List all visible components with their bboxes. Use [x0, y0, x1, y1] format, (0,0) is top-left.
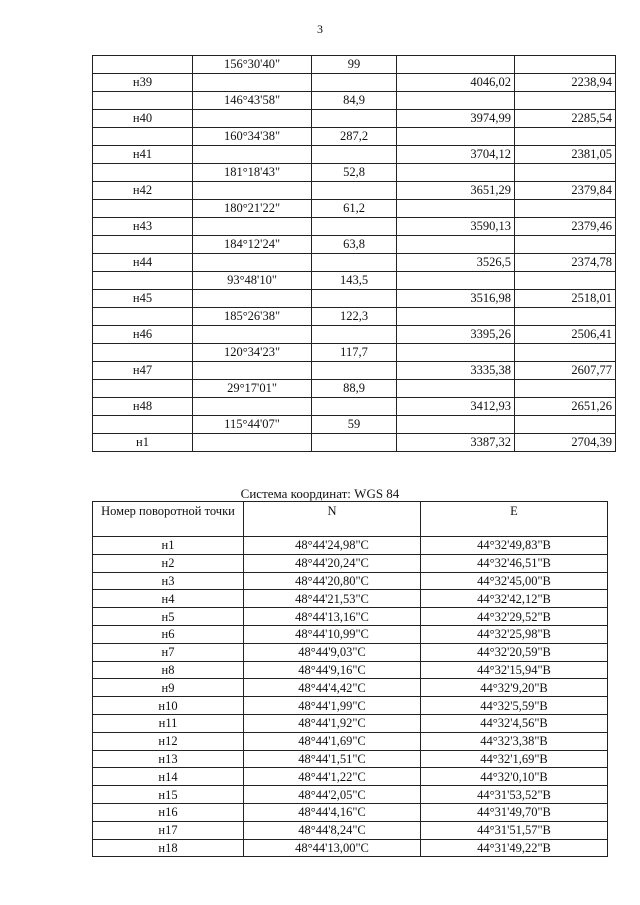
- cell-x: [397, 200, 515, 218]
- cell-point: н13: [93, 750, 244, 768]
- cell-x: 3387,32: [397, 434, 515, 452]
- cell-distance: 117,7: [312, 344, 397, 362]
- cell-north: 48°44'1,22"С: [244, 768, 421, 786]
- wgs-row: [93, 839, 608, 857]
- cell-x: 3974,99: [397, 110, 515, 128]
- traverse-row: [93, 164, 616, 182]
- cell-east: 44°32'9,20"В: [421, 679, 608, 697]
- cell-y: 2518,01: [515, 290, 616, 308]
- cell-north: 48°44'20,80"С: [244, 572, 421, 590]
- cell-distance: [312, 218, 397, 236]
- cell-east: 44°32'15,94"В: [421, 661, 608, 679]
- traverse-row: [93, 272, 616, 290]
- traverse-table: [92, 55, 616, 452]
- cell-distance: 61,2: [312, 200, 397, 218]
- cell-y: 2374,78: [515, 254, 616, 272]
- cell-y: 2379,84: [515, 182, 616, 200]
- cell-y: 2651,26: [515, 398, 616, 416]
- cell-x: [397, 236, 515, 254]
- wgs-row: [93, 803, 608, 821]
- cell-north: 48°44'13,00"С: [244, 839, 421, 857]
- cell-distance: 99: [312, 56, 397, 74]
- cell-point: н16: [93, 803, 244, 821]
- cell-point: н48: [93, 398, 193, 416]
- traverse-row: [93, 254, 616, 272]
- cell-distance: 143,5: [312, 272, 397, 290]
- cell-north: 48°44'13,16"С: [244, 608, 421, 626]
- cell-north: 48°44'10,99"С: [244, 625, 421, 643]
- header-point-number: Номер поворотной точки: [93, 502, 244, 537]
- cell-east: 44°32'0,10"В: [421, 768, 608, 786]
- cell-distance: [312, 362, 397, 380]
- cell-angle: [193, 146, 312, 164]
- cell-point: н17: [93, 821, 244, 839]
- wgs-row: [93, 714, 608, 732]
- cell-distance: [312, 74, 397, 92]
- cell-distance: [312, 182, 397, 200]
- cell-y: 2506,41: [515, 326, 616, 344]
- cell-y: [515, 272, 616, 290]
- traverse-row: [93, 110, 616, 128]
- cell-angle: [193, 218, 312, 236]
- cell-east: 44°32'1,69"В: [421, 750, 608, 768]
- cell-point: н2: [93, 554, 244, 572]
- cell-east: 44°32'5,59"В: [421, 697, 608, 715]
- cell-point: [93, 344, 193, 362]
- cell-east: 44°32'42,12"В: [421, 590, 608, 608]
- cell-point: [93, 92, 193, 110]
- wgs-row: [93, 732, 608, 750]
- traverse-row: [93, 416, 616, 434]
- traverse-row: [93, 200, 616, 218]
- cell-angle: 93°48'10": [193, 272, 312, 290]
- cell-point: [93, 164, 193, 182]
- cell-angle: 185°26'38": [193, 308, 312, 326]
- cell-point: н10: [93, 697, 244, 715]
- cell-north: 48°44'24,98"С: [244, 537, 421, 555]
- cell-x: [397, 164, 515, 182]
- cell-x: 3395,26: [397, 326, 515, 344]
- page-number: 3: [317, 22, 323, 36]
- cell-point: [93, 56, 193, 74]
- traverse-row: [93, 362, 616, 380]
- cell-point: [93, 128, 193, 146]
- cell-y: [515, 56, 616, 74]
- traverse-row: [93, 434, 616, 452]
- cell-distance: 88,9: [312, 380, 397, 398]
- wgs-row: [93, 750, 608, 768]
- traverse-row: [93, 290, 616, 308]
- cell-distance: [312, 434, 397, 452]
- cell-east: 44°32'29,52"В: [421, 608, 608, 626]
- cell-angle: 156°30'40": [193, 56, 312, 74]
- header-north: N: [244, 502, 421, 537]
- cell-angle: 181°18'43": [193, 164, 312, 182]
- traverse-row: [93, 236, 616, 254]
- cell-point: [93, 416, 193, 434]
- cell-north: 48°44'20,24"С: [244, 554, 421, 572]
- cell-east: 44°32'49,83"В: [421, 537, 608, 555]
- traverse-row: [93, 218, 616, 236]
- cell-angle: [193, 182, 312, 200]
- cell-x: 3516,98: [397, 290, 515, 308]
- cell-north: 48°44'2,05"С: [244, 786, 421, 804]
- traverse-row: [93, 182, 616, 200]
- cell-distance: 84,9: [312, 92, 397, 110]
- wgs-row: [93, 625, 608, 643]
- cell-y: [515, 380, 616, 398]
- cell-x: 3590,13: [397, 218, 515, 236]
- traverse-row: [93, 380, 616, 398]
- cell-distance: 63,8: [312, 236, 397, 254]
- traverse-row: [93, 56, 616, 74]
- cell-y: 2238,94: [515, 74, 616, 92]
- cell-point: [93, 236, 193, 254]
- cell-point: н15: [93, 786, 244, 804]
- cell-point: н41: [93, 146, 193, 164]
- cell-point: н12: [93, 732, 244, 750]
- wgs-row: [93, 821, 608, 839]
- cell-point: н43: [93, 218, 193, 236]
- cell-y: [515, 200, 616, 218]
- cell-angle: 146°43'58": [193, 92, 312, 110]
- cell-distance: [312, 290, 397, 308]
- cell-point: н7: [93, 643, 244, 661]
- cell-point: н6: [93, 625, 244, 643]
- cell-east: 44°32'20,59"В: [421, 643, 608, 661]
- cell-east: 44°31'51,57"В: [421, 821, 608, 839]
- cell-north: 48°44'1,51"С: [244, 750, 421, 768]
- cell-point: н46: [93, 326, 193, 344]
- wgs-row: [93, 554, 608, 572]
- cell-point: н8: [93, 661, 244, 679]
- cell-angle: [193, 74, 312, 92]
- cell-x: 3704,12: [397, 146, 515, 164]
- wgs-row: [93, 572, 608, 590]
- cell-distance: [312, 110, 397, 128]
- wgs-row: [93, 608, 608, 626]
- cell-x: 4046,02: [397, 74, 515, 92]
- wgs-row: [93, 679, 608, 697]
- cell-east: 44°32'3,38"В: [421, 732, 608, 750]
- cell-east: 44°32'4,56"В: [421, 714, 608, 732]
- cell-north: 48°44'1,99"С: [244, 697, 421, 715]
- cell-point: н14: [93, 768, 244, 786]
- cell-x: [397, 56, 515, 74]
- wgs-coordinates-table: [92, 501, 608, 857]
- cell-distance: 122,3: [312, 308, 397, 326]
- cell-x: 3335,38: [397, 362, 515, 380]
- traverse-row: [93, 398, 616, 416]
- cell-point: н9: [93, 679, 244, 697]
- cell-point: н1: [93, 537, 244, 555]
- traverse-row: [93, 308, 616, 326]
- wgs-row: [93, 537, 608, 555]
- cell-x: [397, 416, 515, 434]
- cell-angle: [193, 254, 312, 272]
- cell-point: н47: [93, 362, 193, 380]
- cell-distance: [312, 254, 397, 272]
- cell-x: [397, 272, 515, 290]
- cell-y: [515, 308, 616, 326]
- cell-east: 44°31'49,22"В: [421, 839, 608, 857]
- cell-point: [93, 272, 193, 290]
- cell-angle: 115°44'07": [193, 416, 312, 434]
- cell-angle: [193, 362, 312, 380]
- traverse-row: [93, 146, 616, 164]
- cell-point: н11: [93, 714, 244, 732]
- cell-angle: 120°34'23": [193, 344, 312, 362]
- cell-north: 48°44'1,92"С: [244, 714, 421, 732]
- cell-point: н4: [93, 590, 244, 608]
- cell-distance: 287,2: [312, 128, 397, 146]
- cell-point: [93, 308, 193, 326]
- traverse-row: [93, 74, 616, 92]
- traverse-row: [93, 326, 616, 344]
- wgs-row: [93, 786, 608, 804]
- cell-east: 44°32'25,98"В: [421, 625, 608, 643]
- cell-y: 2381,05: [515, 146, 616, 164]
- cell-east: 44°32'45,00"В: [421, 572, 608, 590]
- cell-north: 48°44'9,03"С: [244, 643, 421, 661]
- cell-angle: [193, 110, 312, 128]
- cell-distance: 52,8: [312, 164, 397, 182]
- cell-angle: 160°34'38": [193, 128, 312, 146]
- cell-distance: [312, 146, 397, 164]
- cell-east: 44°31'49,70"В: [421, 803, 608, 821]
- cell-point: [93, 200, 193, 218]
- cell-distance: [312, 398, 397, 416]
- cell-angle: 29°17'01": [193, 380, 312, 398]
- cell-point: н3: [93, 572, 244, 590]
- cell-distance: 59: [312, 416, 397, 434]
- cell-y: [515, 416, 616, 434]
- cell-y: 2379,46: [515, 218, 616, 236]
- cell-x: [397, 128, 515, 146]
- cell-east: 44°31'53,52"В: [421, 786, 608, 804]
- traverse-row: [93, 344, 616, 362]
- cell-north: 48°44'9,16"С: [244, 661, 421, 679]
- cell-east: 44°32'46,51"В: [421, 554, 608, 572]
- cell-distance: [312, 326, 397, 344]
- cell-x: [397, 308, 515, 326]
- coordinate-system-title: Система координат: WGS 84: [240, 486, 400, 501]
- cell-y: [515, 344, 616, 362]
- wgs-row: [93, 590, 608, 608]
- cell-north: 48°44'4,42"С: [244, 679, 421, 697]
- cell-north: 48°44'8,24"С: [244, 821, 421, 839]
- cell-angle: [193, 398, 312, 416]
- cell-north: 48°44'21,53"С: [244, 590, 421, 608]
- cell-point: н39: [93, 74, 193, 92]
- cell-point: н1: [93, 434, 193, 452]
- cell-y: [515, 236, 616, 254]
- cell-x: [397, 92, 515, 110]
- traverse-row: [93, 128, 616, 146]
- cell-angle: [193, 326, 312, 344]
- cell-north: 48°44'4,16"С: [244, 803, 421, 821]
- cell-north: 48°44'1,69"С: [244, 732, 421, 750]
- wgs-row: [93, 697, 608, 715]
- cell-x: [397, 380, 515, 398]
- cell-angle: 180°21'22": [193, 200, 312, 218]
- cell-point: [93, 380, 193, 398]
- wgs-row: [93, 643, 608, 661]
- wgs-row: [93, 768, 608, 786]
- cell-y: 2285,54: [515, 110, 616, 128]
- cell-x: 3412,93: [397, 398, 515, 416]
- wgs-row: [93, 661, 608, 679]
- cell-y: 2607,77: [515, 362, 616, 380]
- cell-x: 3651,29: [397, 182, 515, 200]
- cell-y: [515, 92, 616, 110]
- cell-point: н44: [93, 254, 193, 272]
- cell-angle: [193, 290, 312, 308]
- cell-point: н5: [93, 608, 244, 626]
- cell-y: 2704,39: [515, 434, 616, 452]
- cell-point: н18: [93, 839, 244, 857]
- header-east: E: [421, 502, 608, 537]
- cell-x: [397, 344, 515, 362]
- cell-angle: 184°12'24": [193, 236, 312, 254]
- wgs-header-row: [93, 502, 608, 537]
- cell-angle: [193, 434, 312, 452]
- traverse-row: [93, 92, 616, 110]
- cell-x: 3526,5: [397, 254, 515, 272]
- cell-point: н40: [93, 110, 193, 128]
- cell-point: н42: [93, 182, 193, 200]
- cell-y: [515, 128, 616, 146]
- cell-y: [515, 164, 616, 182]
- cell-point: н45: [93, 290, 193, 308]
